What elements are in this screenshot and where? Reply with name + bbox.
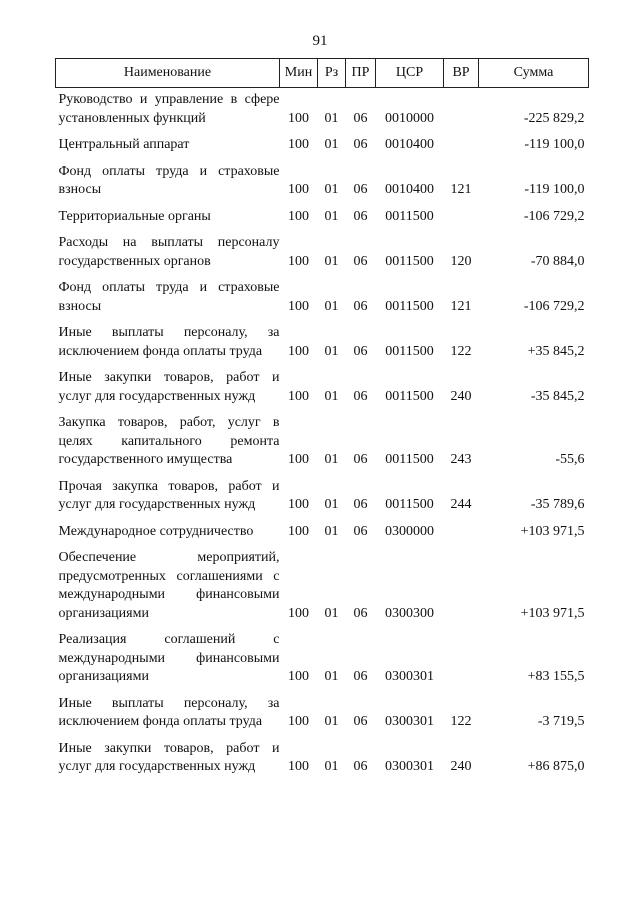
table-row <box>56 88 589 134</box>
cell-rz: 01 <box>324 343 339 359</box>
cell-pr: 06 <box>353 669 368 684</box>
cell-vr <box>444 133 479 160</box>
cell-pr: 06 <box>353 343 368 359</box>
header-min: Мин <box>280 59 318 88</box>
cell-vr <box>444 520 479 547</box>
cell-name: Руководство и управление в сфере установленных функций <box>58 92 280 126</box>
table-row <box>56 628 589 692</box>
cell-min: 100 <box>288 497 309 512</box>
cell-name: Иные выплаты персоналу, за исключением фонда оплаты труда <box>58 325 280 359</box>
cell-name: Закупка товаров, работ, услуг в целях капитального ремонта государственного имущества <box>58 415 280 467</box>
cell-pr: 06 <box>353 497 368 512</box>
cell-vr: 240 <box>450 388 472 404</box>
cell-name: Иные закупки товаров, работ и услуг для государственных нужд <box>58 370 280 404</box>
cell-rz: 01 <box>324 208 339 224</box>
cell-csr: 0011500 <box>385 452 434 467</box>
table-row <box>56 520 589 547</box>
cell-vr: 120 <box>450 253 472 269</box>
table-row <box>56 276 589 321</box>
cell-min: 100 <box>288 253 309 269</box>
cell-min: 100 <box>288 110 309 126</box>
cell-min: 100 <box>288 669 309 684</box>
cell-name: Расходы на выплаты персоналу государственных органов <box>58 235 280 269</box>
table-row <box>56 737 589 782</box>
cell-csr: 0011500 <box>385 343 434 359</box>
cell-csr: 0300301 <box>385 669 434 684</box>
cell-name: Территориальные органы <box>58 208 211 224</box>
cell-vr: 244 <box>450 497 472 512</box>
cell-csr: 0010000 <box>385 110 434 126</box>
cell-vr <box>444 205 479 232</box>
cell-csr: 0011500 <box>385 208 434 224</box>
cell-min: 100 <box>288 523 309 539</box>
cell-csr: 0300301 <box>385 714 434 729</box>
cell-pr: 06 <box>353 605 368 621</box>
cell-pr: 06 <box>353 523 368 539</box>
header-pr: ПР <box>346 59 376 88</box>
cell-rz: 01 <box>324 523 339 539</box>
cell-csr: 0300000 <box>385 523 434 539</box>
cell-pr: 06 <box>353 714 368 729</box>
cell-csr: 0011500 <box>385 253 434 269</box>
table-header <box>56 59 589 88</box>
table-row <box>56 475 589 520</box>
cell-sum: +83 155,5 <box>527 669 585 684</box>
cell-vr: 121 <box>450 182 472 197</box>
cell-sum: -35 845,2 <box>530 388 585 404</box>
cell-name: Прочая закупка товаров, работ и услуг для государственных нужд <box>58 478 280 512</box>
cell-rz: 01 <box>324 759 339 774</box>
cell-name: Фонд оплаты труда и страховые взносы <box>58 163 280 197</box>
cell-name: Центральный аппарат <box>58 137 190 152</box>
cell-vr: 243 <box>450 452 472 467</box>
cell-name: Международное сотрудничество <box>58 523 254 539</box>
table-row <box>56 411 589 475</box>
cell-min: 100 <box>288 208 309 224</box>
cell-sum: -106 729,2 <box>523 298 585 314</box>
cell-vr: 122 <box>450 714 472 729</box>
budget-table <box>55 58 589 782</box>
cell-sum: -70 884,0 <box>530 253 585 269</box>
cell-sum: +103 971,5 <box>520 523 585 539</box>
cell-rz: 01 <box>324 182 339 197</box>
cell-sum: -3 719,5 <box>537 714 585 729</box>
cell-csr: 0300300 <box>385 605 434 621</box>
cell-min: 100 <box>288 714 309 729</box>
cell-rz: 01 <box>324 298 339 314</box>
cell-sum: -225 829,2 <box>523 110 585 126</box>
cell-pr: 06 <box>353 182 368 197</box>
cell-min: 100 <box>288 452 309 467</box>
cell-pr: 06 <box>353 388 368 404</box>
cell-rz: 01 <box>324 452 339 467</box>
cell-min: 100 <box>288 298 309 314</box>
cell-pr: 06 <box>353 137 368 152</box>
cell-rz: 01 <box>324 253 339 269</box>
cell-pr: 06 <box>353 110 368 126</box>
table-row <box>56 546 589 628</box>
cell-pr: 06 <box>353 253 368 269</box>
cell-name: Иные закупки товаров, работ и услуг для государственных нужд <box>58 740 280 774</box>
table-row <box>56 205 589 232</box>
header-vr: ВР <box>444 59 479 88</box>
cell-name: Обеспечение мероприятий, предусмотренных соглашениями с международными финансовыми организациями <box>58 550 280 621</box>
cell-sum: -35 789,6 <box>530 497 585 512</box>
cell-csr: 0010400 <box>385 182 434 197</box>
cell-rz: 01 <box>324 669 339 684</box>
cell-name: Реализация соглашений с международными финансовыми организациями <box>58 632 280 684</box>
cell-sum: -119 100,0 <box>524 137 585 152</box>
cell-sum: -55,6 <box>555 452 585 467</box>
cell-rz: 01 <box>324 137 339 152</box>
table-body <box>56 88 589 782</box>
cell-csr: 0011500 <box>385 388 434 404</box>
cell-csr: 0011500 <box>385 298 434 314</box>
cell-vr: 240 <box>450 759 472 774</box>
cell-min: 100 <box>288 388 309 404</box>
cell-rz: 01 <box>324 110 339 126</box>
cell-sum: +86 875,0 <box>527 759 585 774</box>
cell-min: 100 <box>288 137 309 152</box>
cell-csr: 0010400 <box>385 137 434 152</box>
cell-pr: 06 <box>353 452 368 467</box>
cell-sum: -106 729,2 <box>523 208 585 224</box>
cell-rz: 01 <box>324 714 339 729</box>
header-rz: Рз <box>318 59 346 88</box>
cell-pr: 06 <box>353 208 368 224</box>
table-row <box>56 366 589 411</box>
cell-min: 100 <box>288 182 309 197</box>
cell-rz: 01 <box>324 388 339 404</box>
header-name: Наименование <box>56 59 280 88</box>
page-number: 91 <box>312 33 328 49</box>
cell-min: 100 <box>288 759 309 774</box>
header-csr: ЦСР <box>376 59 444 88</box>
cell-min: 100 <box>288 343 309 359</box>
cell-vr <box>444 88 479 134</box>
header-sum: Сумма <box>479 59 589 88</box>
cell-sum: +103 971,5 <box>520 605 585 621</box>
table-row <box>56 160 589 205</box>
cell-rz: 01 <box>324 605 339 621</box>
table-row <box>56 231 589 276</box>
table-row <box>56 133 589 160</box>
table-row <box>56 321 589 366</box>
cell-min: 100 <box>288 605 309 621</box>
cell-name: Фонд оплаты труда и страховые взносы <box>58 280 280 314</box>
table-row <box>56 692 589 737</box>
cell-sum: +35 845,2 <box>527 343 585 359</box>
cell-csr: 0011500 <box>385 497 434 512</box>
cell-vr: 122 <box>450 343 472 359</box>
cell-rz: 01 <box>324 497 339 512</box>
cell-csr: 0300301 <box>385 759 434 774</box>
cell-vr <box>444 546 479 628</box>
cell-sum: -119 100,0 <box>524 182 585 197</box>
cell-name: Иные выплаты персоналу, за исключением фонда оплаты труда <box>58 695 280 729</box>
cell-pr: 06 <box>353 298 368 314</box>
cell-vr <box>444 628 479 692</box>
cell-pr: 06 <box>353 759 368 774</box>
cell-vr: 121 <box>450 298 472 314</box>
